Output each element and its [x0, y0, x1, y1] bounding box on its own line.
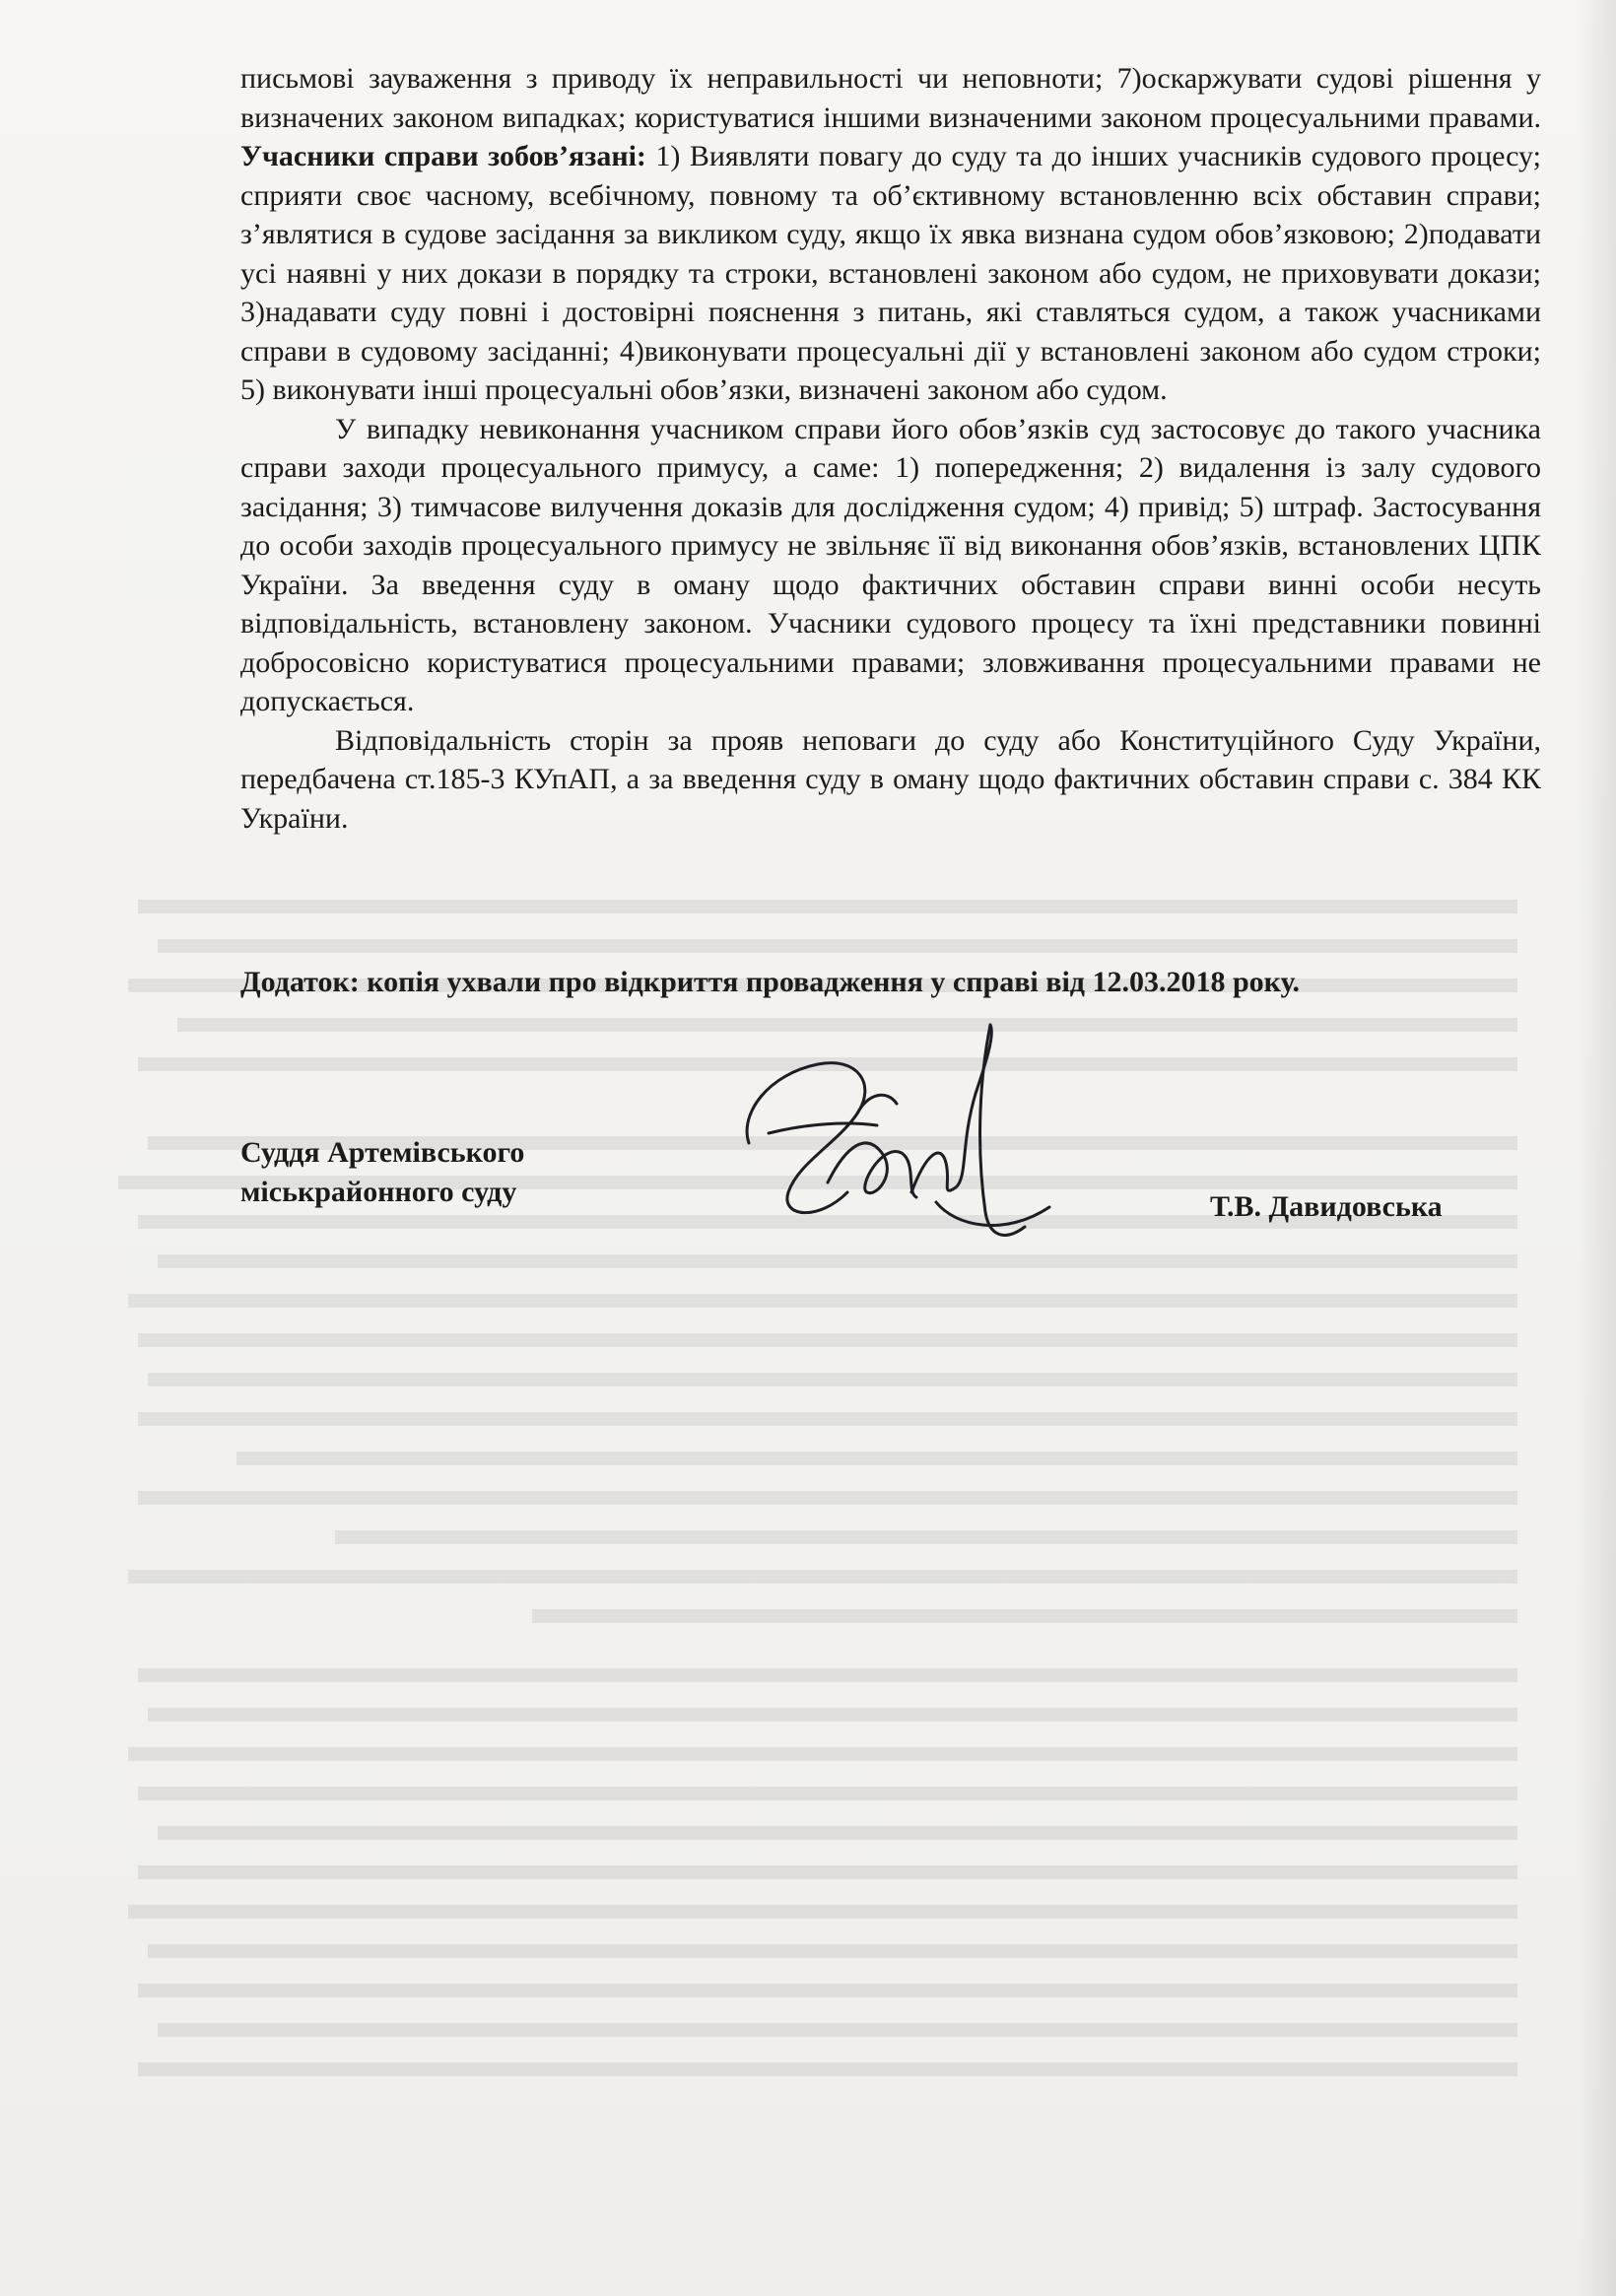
paragraph-enforcement: У випадку невиконання учасником справи його обов’язків суд застосовує до такого учасника справи заходи процесуального примусу, а саме: 1) попередження; 2) видалення із залу судового засідання; 3) тимчасове вилучення доказів для дослідження судом; 4) привід; 5) штраф. Застосування до особи заходів процесуального примусу не звільняє її від виконання обов’язків, встановлених ЦПК України. За введення суду в оману щодо фактичних обставин справи винні особи несуть відповідальність, встановлену законом. Учасники судового процесу та їхні представники повинні добросовісно користуватися процесуальними правами; зловживання процесуальними правами не допускається. — [240, 412, 1541, 717]
appendix-line: Додаток: копія ухвали про відкриття провадження у справі від 12.03.2018 року. — [240, 966, 1301, 998]
paragraph-duties-heading: Учасники справи зобов’язані: — [240, 140, 646, 172]
judge-title-line2: міськрайонного суду — [240, 1176, 517, 1208]
judge-title-line1: Суддя Артемівського — [240, 1136, 525, 1169]
page-edge-shadow — [1577, 0, 1616, 2296]
judge-name: Т.В. Давидовська — [1210, 1190, 1443, 1223]
judge-title — [240, 1133, 524, 1212]
handwritten-signature — [709, 995, 1084, 1291]
paragraph-duties — [240, 59, 1541, 410]
paragraph-duties-part2: 1) Виявляти повагу до суду та до інших учасників судового процесу; сприяти своє часному, всебічному, повному та об’єктивному встановленню всіх обставин справи; з’являтися в судове засідання за викликом суду, якщо їх явка визнана судом обов’язковою; 2)подавати усі наявні у них докази в порядку та строки, встановлені законом або судом, не приховувати докази; 3)надавати суду повні і достовірні пояснення з питань, які ставляться судом, а також учасниками справи в судовому засіданні; 4)виконувати процесуальні дії у встановлені законом або судом строки; 5) виконувати інші процесуальні обов’язки, визначені законом або судом. — [240, 140, 1541, 406]
paragraph-duties-part1: письмові зауваження з приводу їх неправильності чи неповноти; 7)оскаржувати судові рішення у визначених законом випадках; користуватися іншими визначеними законом процесуальними правами. — [240, 62, 1541, 134]
document-body — [240, 59, 1541, 838]
paragraph-liability: Відповідальність сторін за прояв неповаги до суду або Конституційного Суду України, передбачена ст.185-3 КУпАП, а за введення суду в оману щодо фактичних обставин справи с. 384 КК України. — [240, 723, 1541, 835]
